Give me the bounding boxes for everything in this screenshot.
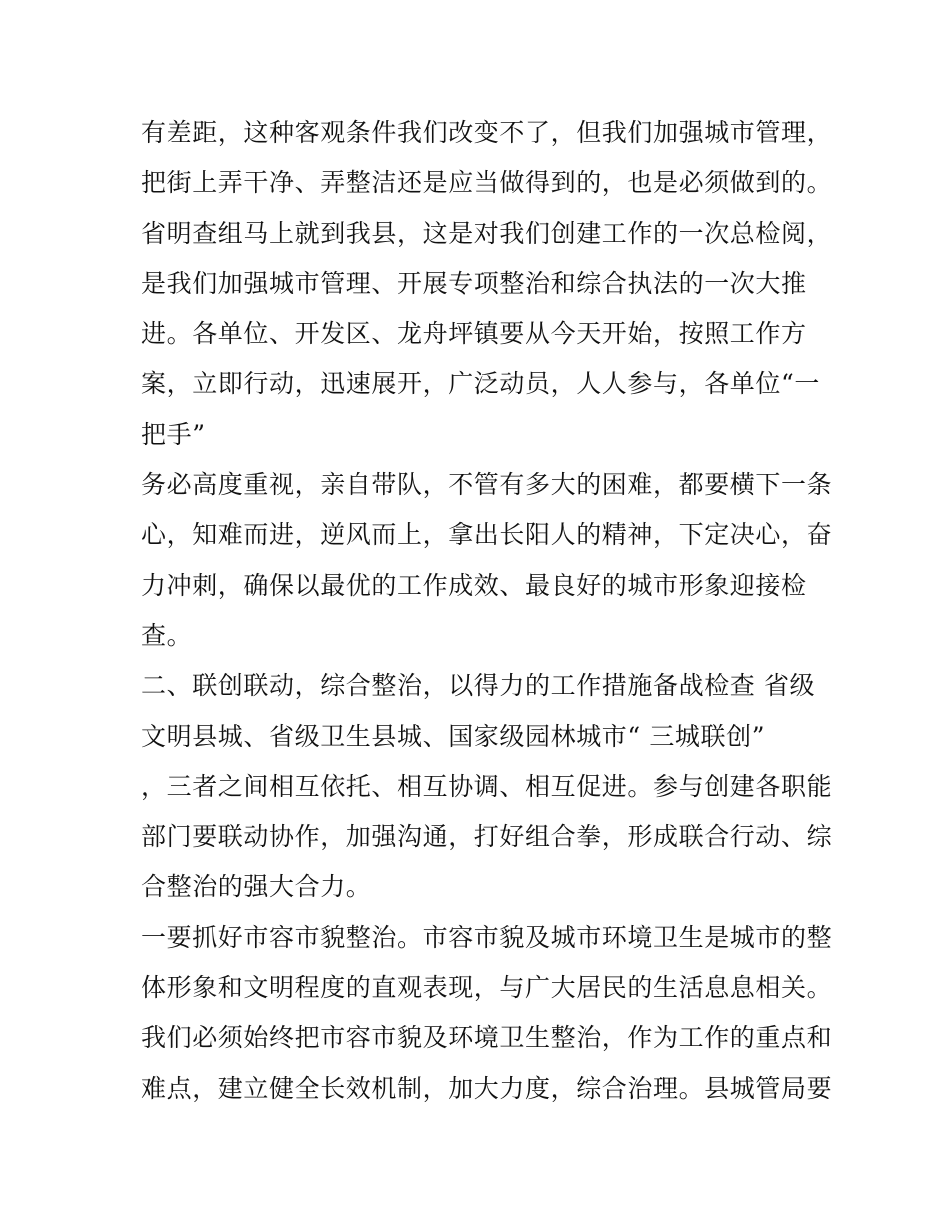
text-line: 有差距，这种客观条件我们改变不了，但我们加强城市管理， [141, 118, 833, 147]
text-line: 是我们加强城市管理、开展专项整治和综合执法的一次大推 [141, 268, 807, 298]
text-line: 一要抓好市容市貌整治。市容市貌及城市环境卫生是城市的整 [141, 922, 833, 952]
text-line: 文明县城、省级卫生县城、国家级园林城市“ 三城联创” [141, 721, 766, 751]
text-line: ，三者之间相互依托、相互协调、相互促进。参与创建各职能 [141, 771, 833, 801]
text-line: 把街上弄干净、弄整洁还是应当做得到的，也是必须做到的。 [141, 168, 833, 198]
text-line: 进。各单位、开发区、龙舟坪镇要从今天开始，按照工作方 [141, 319, 807, 349]
text-line: 难点，建立健全长效机制，加大力度，综合治理。县城管局要 [141, 1073, 833, 1103]
text-line: 部门要联动协作，加强沟通，打好组合拳，形成联合行动、综 [141, 822, 833, 852]
text-line: 合整治的强大合力。 [141, 872, 372, 902]
text-line: 案，立即行动，迅速展开，广泛动员，人人参与，各单位“一 [141, 369, 820, 399]
text-line: 省明查组马上就到我县，这是对我们创建工作的一次总检阅， [141, 218, 833, 248]
text-line: 我们必须始终把市容市貌及环境卫生整治，作为工作的重点和 [141, 1023, 833, 1053]
section-heading-line: 二、联创联动，综合整治，以得力的工作措施备战检查 省级 [141, 671, 816, 701]
text-line: 体形象和文明程度的直观表现，与广大居民的生活息息相关。 [141, 973, 833, 1003]
body-text [141, 108, 831, 1114]
text-line: 务必高度重视，亲自带队，不管有多大的困难，都要横下一条 [141, 470, 833, 500]
text-line: 查。 [141, 620, 193, 650]
text-line: 力冲刺，确保以最优的工作成效、最良好的城市形象迎接检 [141, 570, 807, 600]
text-line: 心，知难而进，逆风而上，拿出长阳人的精神，下定决心，奋 [141, 520, 833, 550]
text-line: 把手” [141, 419, 206, 449]
